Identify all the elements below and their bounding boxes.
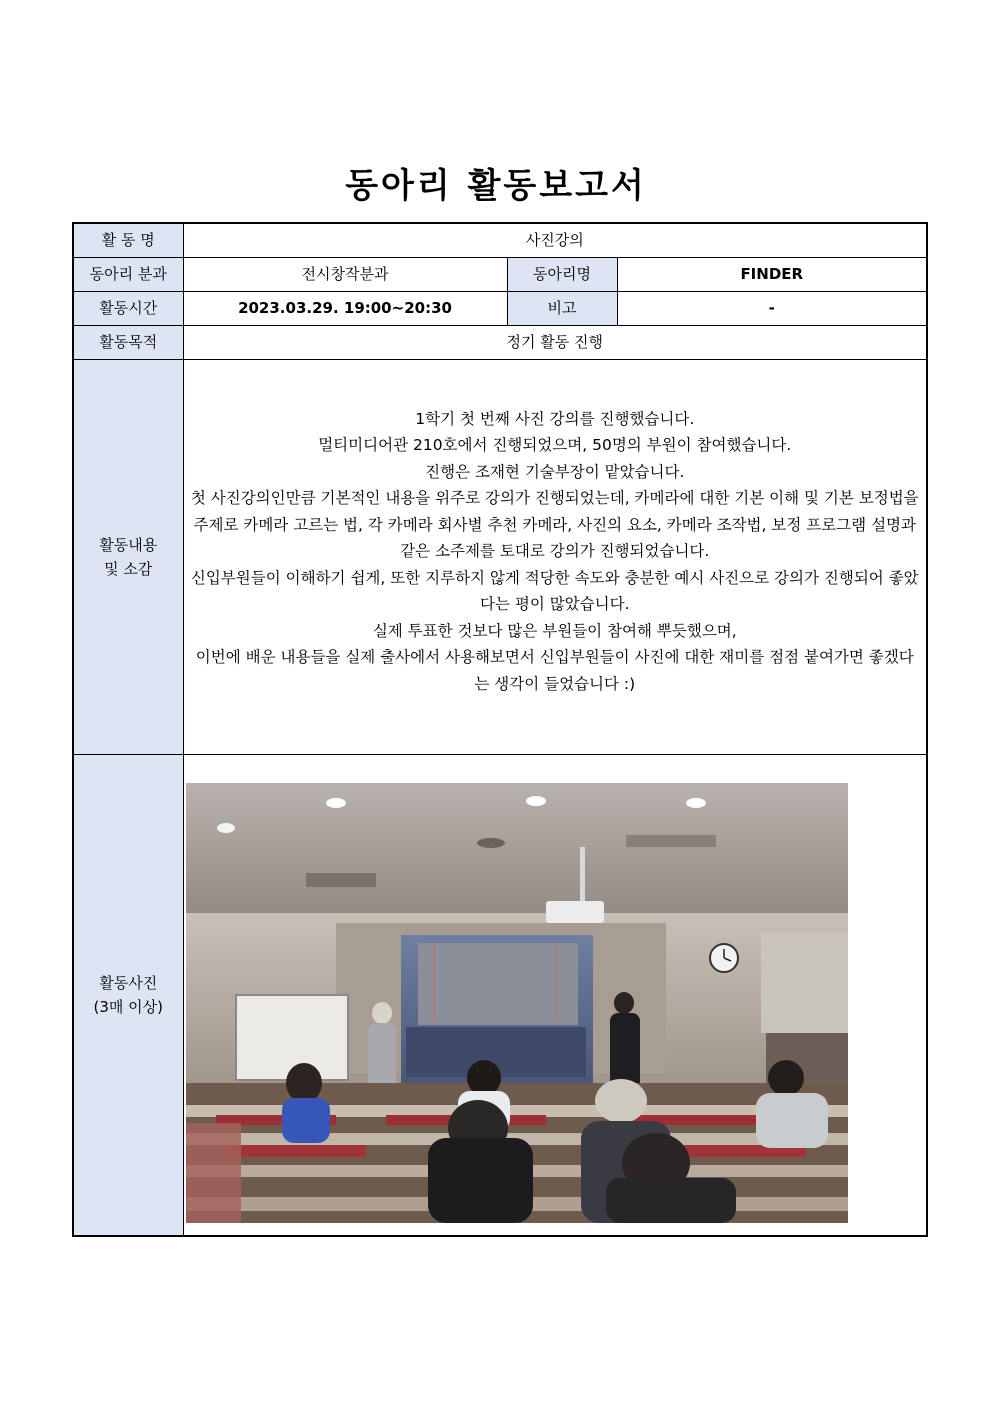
lecture-room-photo xyxy=(186,783,848,1223)
club-division-label: 동아리 분과 xyxy=(73,257,183,291)
content-label xyxy=(73,359,183,754)
content-label-line1: 활동내용 xyxy=(99,535,158,554)
club-name-value: FINDER xyxy=(617,257,927,291)
photo-label-line2: (3매 이상) xyxy=(93,997,163,1016)
purpose-label: 활동목적 xyxy=(73,325,183,359)
content-line: 진행은 조재현 기술부장이 맡았습니다. xyxy=(425,462,685,481)
club-name-label: 동아리명 xyxy=(507,257,617,291)
content-line: 첫 사진강의인만큼 기본적인 내용을 위주로 강의가 진행되었는데, 카메라에 대한 기본 이해 및 기본 보정법을 주제로 카메라 고르는 법, 각 카메라 회사별 추천 카메라, 사진의 요소, 카메라 조작법, 보정 프로그램 설명과 같은 소주제를 토대로 강의가 진행되었습니다. xyxy=(190,489,919,561)
content-line: 실제 투표한 것보다 많은 부원들이 참여해 뿌듯했으며, xyxy=(372,621,737,640)
activity-name-value: 사진강의 xyxy=(183,223,927,257)
content-cell xyxy=(183,359,927,754)
remarks-value: - xyxy=(617,291,927,325)
activity-name-label: 활 동 명 xyxy=(73,223,183,257)
club-division-value: 전시창작분과 xyxy=(183,257,507,291)
activity-photo xyxy=(186,783,848,1223)
content-line: 1학기 첫 번째 사진 강의를 진행했습니다. xyxy=(415,409,695,428)
content-line: 멀티미디어관 210호에서 진행되었으며, 50명의 부원이 참여했습니다. xyxy=(318,436,792,455)
remarks-label: 비고 xyxy=(507,291,617,325)
purpose-value: 정기 활동 진행 xyxy=(183,325,927,359)
content-line: 신입부원들이 이해하기 쉽게, 또한 지루하지 않게 적당한 속도와 충분한 예시 사진으로 강의가 진행되어 좋았다는 평이 많았습니다. xyxy=(190,568,919,614)
photo-cell xyxy=(183,754,927,1236)
activity-time-label: 활동시간 xyxy=(73,291,183,325)
content-line: 이번에 배운 내용들을 실제 출사에서 사용해보면서 신입부원들이 사진에 대한 재미를 점점 붙여가면 좋겠다는 생각이 들었습니다 :) xyxy=(195,648,914,693)
report-table xyxy=(72,222,928,1237)
activity-time-value: 2023.03.29. 19:00~20:30 xyxy=(183,291,507,325)
photo-label-line1: 활동사진 xyxy=(99,973,158,992)
document-title: 동아리 활동보고서 xyxy=(345,166,647,206)
photo-label xyxy=(73,754,183,1236)
content-text xyxy=(184,366,927,748)
content-label-line2: 및 소감 xyxy=(104,559,153,578)
